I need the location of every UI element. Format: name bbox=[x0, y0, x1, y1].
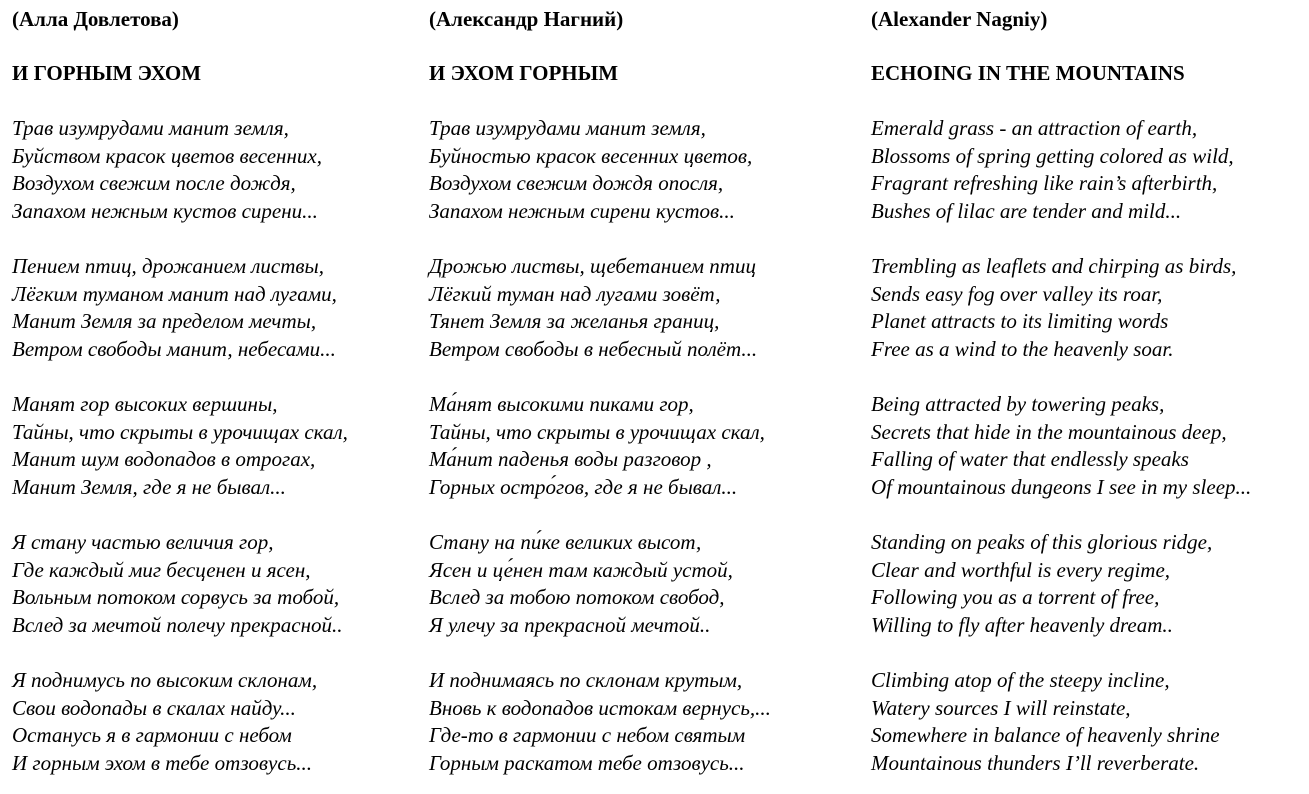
poem-stanza bbox=[12, 115, 322, 225]
poem-line: Где-то в гармонии с небом святым bbox=[429, 723, 746, 748]
poem-line: Climbing atop of the steepy incline, bbox=[871, 668, 1170, 692]
poem-line: Emerald grass - an attraction of earth, bbox=[871, 116, 1198, 140]
poem-stanza bbox=[12, 667, 317, 777]
poem-stanza bbox=[871, 253, 1236, 363]
poem-line: Вслед за мечтой полечу прекрасной.. bbox=[12, 612, 343, 637]
poem-line: Planet attracts to its limiting words bbox=[871, 309, 1169, 334]
poem-line: Воздухом свежим после дождя, bbox=[12, 171, 296, 196]
poem-line: Останусь я в гармонии с небом bbox=[12, 723, 292, 748]
poem-line: Запахом нежным кустов сирени... bbox=[12, 198, 318, 223]
poem-line: Где каждый миг бесценен и ясен, bbox=[12, 557, 311, 582]
poem-line: Blossoms of spring getting colored as wild, bbox=[871, 143, 1234, 168]
poem-line: Willing to fly after heavenly dream.. bbox=[871, 612, 1173, 637]
poem-stanza bbox=[429, 667, 771, 777]
poem-line: Trembling as leaflets and chirping as birds, bbox=[871, 254, 1237, 278]
poem-line: Sends easy fog over valley its roar, bbox=[871, 281, 1163, 306]
poem-line: Вслед за тобою потоком свобод, bbox=[429, 585, 725, 610]
poem-stanza bbox=[429, 391, 765, 501]
poem-line: Clear and worthful is every regime, bbox=[871, 557, 1171, 582]
poem-line: Free as a wind to the heavenly soar. bbox=[871, 336, 1174, 361]
poem-line: Falling of water that endlessly speaks bbox=[871, 447, 1189, 472]
poem-line: Стану на пи́ке великих высот, bbox=[429, 530, 702, 554]
poem-line: Манит шум водопадов в отрогах, bbox=[12, 447, 316, 472]
poem-stanza bbox=[429, 115, 752, 225]
poem-stanza bbox=[12, 391, 348, 501]
poem-stanza bbox=[12, 253, 337, 363]
poem-line: Ма́нят высокими пиками гор, bbox=[429, 392, 694, 416]
poem-line: Following you as a torrent of free, bbox=[871, 585, 1160, 610]
poem-line: Манит Земля, где я не бывал... bbox=[12, 474, 286, 499]
poem-line: Fragrant refreshing like rain’s afterbirth, bbox=[871, 171, 1218, 196]
poem-line: Ма́нит паденья воды разговор , bbox=[429, 447, 712, 472]
poem-line: Тайны, что скрыты в урочищах скал, bbox=[429, 419, 765, 444]
poem-stanza bbox=[871, 115, 1234, 225]
poem-author: (Alexander Nagniy) bbox=[871, 7, 1048, 31]
poem-line: Mountainous thunders I’ll reverberate. bbox=[871, 750, 1200, 775]
poem-stanza bbox=[12, 529, 343, 639]
poem-line: Запахом нежным сирени кустов... bbox=[429, 198, 735, 223]
poem-line: Дрожью листвы, щебетанием птиц bbox=[429, 254, 756, 278]
poem-line: Of mountainous dungeons I see in my sleep... bbox=[871, 474, 1252, 499]
poem-line: Я улечу за прекрасной мечтой.. bbox=[429, 612, 711, 637]
poem-stanza bbox=[871, 529, 1212, 639]
poem-line: Буйностью красок весенних цветов, bbox=[429, 143, 753, 168]
poem-line: Ясен и це́нен там каждый устой, bbox=[429, 557, 733, 582]
poem-line: Somewhere in balance of heavenly shrine bbox=[871, 723, 1220, 748]
poem-line: Bushes of lilac are tender and mild... bbox=[871, 198, 1182, 223]
poem-line: Трав изумрудами манит земля, bbox=[429, 116, 706, 140]
poem-line: Манят гор высоких вершины, bbox=[12, 392, 278, 416]
poem-line: Буйством красок цветов весенних, bbox=[12, 143, 322, 168]
poem-line: Горных остро́гов, где я не бывал... bbox=[429, 474, 738, 499]
poem-line: Вновь к водопадов истокам вернусь,... bbox=[429, 695, 771, 720]
poem-line: Тянет Земля за желанья границ, bbox=[429, 309, 720, 334]
poem-line: И поднимаясь по склонам крутым, bbox=[429, 668, 743, 692]
poem-line: Standing on peaks of this glorious ridge, bbox=[871, 530, 1213, 554]
poem-line: Being attracted by towering peaks, bbox=[871, 392, 1165, 416]
poem-line: Вольным потоком сорвусь за тобой, bbox=[12, 585, 340, 610]
poem-title: ECHOING IN THE MOUNTAINS bbox=[871, 61, 1185, 85]
poem-line: Пением птиц, дрожанием листвы, bbox=[12, 254, 324, 278]
poem-line: Горным раскатом тебе отзовусь... bbox=[429, 750, 745, 775]
poem-line: Я стану частью величия гор, bbox=[12, 530, 274, 554]
poem-author: (Алла Довлетова) bbox=[12, 7, 179, 31]
poem-line: Лёгкий туман над лугами зовёт, bbox=[429, 281, 721, 306]
poem-line: Watery sources I will reinstate, bbox=[871, 695, 1131, 720]
poem-stanza bbox=[871, 667, 1220, 777]
poem-line: Манит Земля за пределом мечты, bbox=[12, 309, 317, 334]
poem-line: Лёгким туманом манит над лугами, bbox=[12, 281, 337, 306]
poem-line: Свои водопады в скалах найду... bbox=[12, 695, 296, 720]
poem-line: Тайны, что скрыты в урочищах скал, bbox=[12, 419, 348, 444]
poem-line: Ветром свободы в небесный полёт... bbox=[429, 336, 758, 361]
poem-line: Трав изумрудами манит земля, bbox=[12, 116, 289, 140]
poem-stanza bbox=[429, 529, 733, 639]
poem-line: Воздухом свежим дождя опосля, bbox=[429, 171, 724, 196]
poem-line: Secrets that hide in the mountainous deep, bbox=[871, 419, 1227, 444]
poem-line: Ветром свободы манит, небесами... bbox=[12, 336, 336, 361]
poem-stanza bbox=[429, 253, 757, 363]
poem-line: Я поднимусь по высоким склонам, bbox=[12, 668, 318, 692]
poem-line: И горным эхом в тебе отзовусь... bbox=[12, 750, 312, 775]
poem-stanza bbox=[871, 391, 1251, 501]
poem-title: И ГОРНЫМ ЭХОМ bbox=[12, 61, 202, 85]
poem-author: (Александр Нагний) bbox=[429, 7, 624, 31]
poem-title: И ЭХОМ ГОРНЫМ bbox=[429, 61, 619, 85]
